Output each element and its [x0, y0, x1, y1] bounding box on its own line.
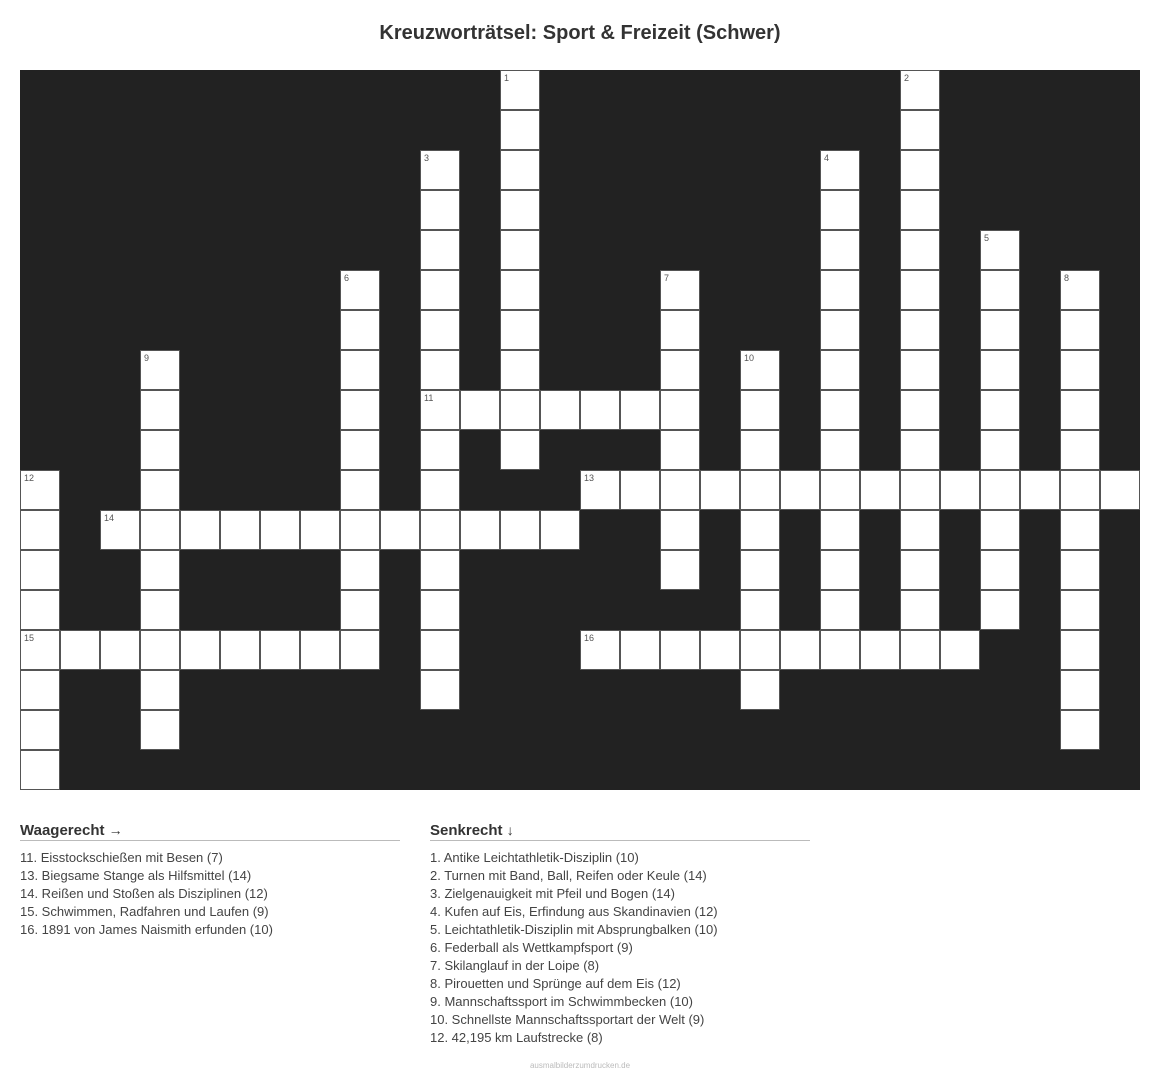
crossword-cell[interactable]: [20, 510, 60, 550]
crossword-cell[interactable]: [340, 550, 380, 590]
crossword-cell[interactable]: [1060, 510, 1100, 550]
clue-number: 12: [24, 473, 35, 483]
clue-number: 10: [744, 353, 755, 363]
crossword-cell[interactable]: [340, 270, 380, 310]
crossword-cell[interactable]: [140, 630, 180, 670]
clue-number: 5: [984, 233, 990, 243]
crossword-cell[interactable]: [20, 630, 60, 670]
crossword-cell[interactable]: [660, 470, 700, 510]
crossword-cell[interactable]: [340, 350, 380, 390]
arrow-right-icon: →: [108, 822, 123, 838]
crossword-cell[interactable]: [1060, 710, 1100, 750]
crossword-cell[interactable]: [1060, 310, 1100, 350]
crossword-cell[interactable]: [1020, 470, 1060, 510]
crossword-cell[interactable]: [500, 390, 540, 430]
across-clue: 16. 1891 von James Naismith erfunden (10): [20, 922, 273, 937]
crossword-cell[interactable]: [900, 630, 940, 670]
crossword-cell[interactable]: [340, 630, 380, 670]
crossword-cell[interactable]: [540, 510, 580, 550]
clue-number: 3: [424, 153, 430, 163]
crossword-cell[interactable]: [740, 390, 780, 430]
crossword-cell[interactable]: [420, 590, 460, 630]
across-heading: [20, 822, 400, 841]
crossword-cell[interactable]: [1100, 470, 1140, 510]
clue-number: 16: [584, 633, 595, 643]
crossword-cell[interactable]: [260, 510, 300, 550]
crossword-cell[interactable]: [900, 270, 940, 310]
clue-number: 2: [904, 73, 910, 83]
down-clue: 7. Skilanglauf in der Loipe (8): [430, 958, 600, 973]
crossword-cell[interactable]: [500, 270, 540, 310]
crossword-cell[interactable]: [820, 190, 860, 230]
crossword-cell[interactable]: [980, 430, 1020, 470]
across-clue-list: [20, 849, 400, 939]
crossword-cell[interactable]: [820, 230, 860, 270]
crossword-cell[interactable]: [340, 310, 380, 350]
down-clue: 10. Schnellste Mannschaftssportart der Welt (9): [430, 1012, 705, 1027]
crossword-cell[interactable]: [660, 310, 700, 350]
crossword-cell[interactable]: [820, 270, 860, 310]
crossword-cell[interactable]: [940, 470, 980, 510]
crossword-cell[interactable]: [1060, 470, 1100, 510]
crossword-cell[interactable]: [900, 550, 940, 590]
crossword-cell[interactable]: [500, 510, 540, 550]
crossword-cell[interactable]: [20, 710, 60, 750]
crossword-cell[interactable]: [1060, 670, 1100, 710]
crossword-cell[interactable]: [220, 630, 260, 670]
crossword-cell[interactable]: [420, 150, 460, 190]
crossword-cell[interactable]: [980, 350, 1020, 390]
crossword-cell[interactable]: [420, 670, 460, 710]
crossword-cell[interactable]: [900, 590, 940, 630]
crossword-cell[interactable]: [660, 430, 700, 470]
crossword-cell[interactable]: [420, 310, 460, 350]
crossword-cell[interactable]: [900, 190, 940, 230]
crossword-cell[interactable]: [620, 390, 660, 430]
crossword-cell[interactable]: [740, 550, 780, 590]
crossword-cell[interactable]: [500, 430, 540, 470]
down-clue: 4. Kufen auf Eis, Erfindung aus Skandinavien (12): [430, 904, 718, 919]
crossword-cell[interactable]: [740, 630, 780, 670]
across-clue: 15. Schwimmen, Radfahren und Laufen (9): [20, 904, 269, 919]
down-clue: 3. Zielgenauigkeit mit Pfeil und Bogen (14): [430, 886, 675, 901]
clue-number: 13: [584, 473, 595, 483]
crossword-cell[interactable]: [340, 510, 380, 550]
arrow-down-icon: ↓: [506, 822, 514, 838]
crossword-cell[interactable]: [340, 470, 380, 510]
down-clue: 9. Mannschaftssport im Schwimmbecken (10): [430, 994, 693, 1009]
crossword-cell[interactable]: [1060, 590, 1100, 630]
crossword-cell[interactable]: [140, 710, 180, 750]
crossword-cell[interactable]: [340, 430, 380, 470]
crossword-cell[interactable]: [740, 590, 780, 630]
crossword-cell[interactable]: [20, 470, 60, 510]
across-clue: 13. Biegsame Stange als Hilfsmittel (14): [20, 868, 252, 883]
crossword-cell[interactable]: [140, 470, 180, 510]
crossword-cell[interactable]: [420, 270, 460, 310]
crossword-cell[interactable]: [900, 310, 940, 350]
clue-number: 11: [424, 393, 434, 403]
down-clues-section: [430, 822, 810, 1047]
crossword-cell[interactable]: [780, 630, 820, 670]
crossword-cell[interactable]: [660, 270, 700, 310]
down-heading: [430, 822, 810, 841]
puzzle-title: Kreuzworträtsel: Sport & Freizeit (Schwer): [379, 22, 781, 44]
down-clue-list: [430, 849, 810, 1047]
crossword-cell[interactable]: [340, 590, 380, 630]
crossword-cell[interactable]: [180, 510, 220, 550]
down-clue: 6. Federball als Wettkampfsport (9): [430, 940, 633, 955]
down-clue: 5. Leichtathletik-Disziplin mit Absprungbalken (10): [430, 922, 718, 937]
crossword-cell[interactable]: [140, 430, 180, 470]
crossword-cell[interactable]: [860, 630, 900, 670]
crossword-cell[interactable]: [900, 390, 940, 430]
crossword-cell[interactable]: [660, 550, 700, 590]
crossword-cell[interactable]: [900, 230, 940, 270]
crossword-cell[interactable]: [460, 390, 500, 430]
crossword-cell[interactable]: [780, 470, 820, 510]
across-clue: 14. Reißen und Stoßen als Disziplinen (12): [20, 886, 268, 901]
crossword-cell[interactable]: [20, 550, 60, 590]
down-heading-label: Senkrecht: [430, 822, 503, 839]
crossword-cell[interactable]: [380, 510, 420, 550]
clue-number: 14: [104, 513, 115, 523]
crossword-cell[interactable]: [900, 70, 940, 110]
crossword-cell[interactable]: [500, 230, 540, 270]
crossword-cell[interactable]: [820, 350, 860, 390]
crossword-cell[interactable]: [900, 510, 940, 550]
crossword-cell[interactable]: [820, 390, 860, 430]
crossword-cell[interactable]: [500, 350, 540, 390]
crossword-cell[interactable]: [420, 430, 460, 470]
crossword-cell[interactable]: [1060, 390, 1100, 430]
clue-number: 8: [1064, 273, 1070, 283]
crossword-cell[interactable]: [500, 110, 540, 150]
crossword-cell[interactable]: [140, 550, 180, 590]
crossword-cell[interactable]: [900, 150, 940, 190]
crossword-cell[interactable]: [420, 630, 460, 670]
crossword-cell[interactable]: [700, 470, 740, 510]
crossword-cell[interactable]: [900, 110, 940, 150]
clue-number: 9: [144, 353, 150, 363]
crossword-cell[interactable]: [140, 390, 180, 430]
crossword-cell[interactable]: [700, 630, 740, 670]
crossword-cell[interactable]: [540, 390, 580, 430]
down-clue: 12. 42,195 km Laufstrecke (8): [430, 1030, 603, 1045]
crossword-cell[interactable]: [740, 670, 780, 710]
crossword-cell[interactable]: [740, 350, 780, 390]
source-watermark: ausmalbilderzumdrucken.de: [529, 1061, 631, 1070]
down-clue: 1. Antike Leichtathletik-Disziplin (10): [430, 850, 639, 865]
crossword-cell[interactable]: [980, 510, 1020, 550]
crossword-cell[interactable]: [300, 630, 340, 670]
crossword-cell[interactable]: [980, 470, 1020, 510]
crossword-cell[interactable]: [820, 510, 860, 550]
crossword-cell[interactable]: [100, 510, 140, 550]
crossword-cell[interactable]: [100, 630, 140, 670]
crossword-cell[interactable]: [660, 630, 700, 670]
crossword-cell[interactable]: [940, 630, 980, 670]
crossword-grid: [20, 70, 1140, 790]
down-clue: 8. Pirouetten und Sprünge auf dem Eis (12): [430, 976, 681, 991]
crossword-cell[interactable]: [140, 670, 180, 710]
crossword-cell[interactable]: [660, 510, 700, 550]
crossword-cell[interactable]: [500, 310, 540, 350]
clue-number: 6: [344, 273, 350, 283]
crossword-cell[interactable]: [620, 630, 660, 670]
crossword-cell[interactable]: [980, 230, 1020, 270]
crossword-cell[interactable]: [900, 430, 940, 470]
crossword-cell[interactable]: [60, 630, 100, 670]
crossword-cell[interactable]: [900, 470, 940, 510]
clue-number: 15: [24, 633, 35, 643]
crossword-cell[interactable]: [500, 190, 540, 230]
crossword-cell[interactable]: [420, 510, 460, 550]
crossword-cell[interactable]: [420, 470, 460, 510]
crossword-cell[interactable]: [1060, 350, 1100, 390]
crossword-cell[interactable]: [140, 590, 180, 630]
crossword-cell[interactable]: [140, 510, 180, 550]
crossword-cell[interactable]: [620, 470, 660, 510]
crossword-cell[interactable]: [420, 230, 460, 270]
crossword-cell[interactable]: [220, 510, 260, 550]
crossword-cell[interactable]: [180, 630, 220, 670]
crossword-cell[interactable]: [900, 350, 940, 390]
across-heading-label: Waagerecht: [20, 822, 105, 839]
crossword-cell[interactable]: [260, 630, 300, 670]
crossword-cell[interactable]: [980, 310, 1020, 350]
crossword-cell[interactable]: [20, 750, 60, 790]
crossword-cell[interactable]: [980, 590, 1020, 630]
crossword-cell[interactable]: [420, 190, 460, 230]
crossword-cell[interactable]: [820, 590, 860, 630]
crossword-cell[interactable]: [300, 510, 340, 550]
crossword-cell[interactable]: [820, 150, 860, 190]
crossword-cell[interactable]: [20, 590, 60, 630]
crossword-cell[interactable]: [1060, 550, 1100, 590]
crossword-cell[interactable]: [420, 350, 460, 390]
crossword-cell[interactable]: [500, 150, 540, 190]
crossword-cell[interactable]: [1060, 630, 1100, 670]
crossword-cell[interactable]: [580, 630, 620, 670]
crossword-cell[interactable]: [820, 550, 860, 590]
clue-number: 7: [664, 273, 670, 283]
crossword-cell[interactable]: [980, 390, 1020, 430]
crossword-cell[interactable]: [20, 670, 60, 710]
crossword-cell[interactable]: [420, 550, 460, 590]
crossword-cell[interactable]: [500, 70, 540, 110]
clue-number: 4: [824, 153, 830, 163]
crossword-cell[interactable]: [1060, 270, 1100, 310]
crossword-cell[interactable]: [740, 510, 780, 550]
across-clue: 11. Eisstockschießen mit Besen (7): [20, 850, 223, 865]
crossword-cell[interactable]: [460, 510, 500, 550]
crossword-cell[interactable]: [420, 390, 460, 430]
crossword-cell[interactable]: [740, 470, 780, 510]
crossword-cell[interactable]: [740, 430, 780, 470]
clue-number: 1: [504, 73, 510, 83]
crossword-cell[interactable]: [980, 550, 1020, 590]
crossword-cell[interactable]: [860, 470, 900, 510]
crossword-cell[interactable]: [820, 470, 860, 510]
across-clues-section: [20, 822, 400, 939]
crossword-cell[interactable]: [820, 630, 860, 670]
crossword-cell[interactable]: [340, 390, 380, 430]
crossword-cell[interactable]: [820, 310, 860, 350]
crossword-cell[interactable]: [140, 350, 180, 390]
down-clue: 2. Turnen mit Band, Ball, Reifen oder Keule (14): [430, 868, 707, 883]
crossword-cell[interactable]: [980, 270, 1020, 310]
crossword-cell[interactable]: [660, 390, 700, 430]
crossword-cell[interactable]: [1060, 430, 1100, 470]
crossword-cell[interactable]: [580, 470, 620, 510]
crossword-cell[interactable]: [660, 350, 700, 390]
crossword-cell[interactable]: [820, 430, 860, 470]
crossword-cell[interactable]: [580, 390, 620, 430]
